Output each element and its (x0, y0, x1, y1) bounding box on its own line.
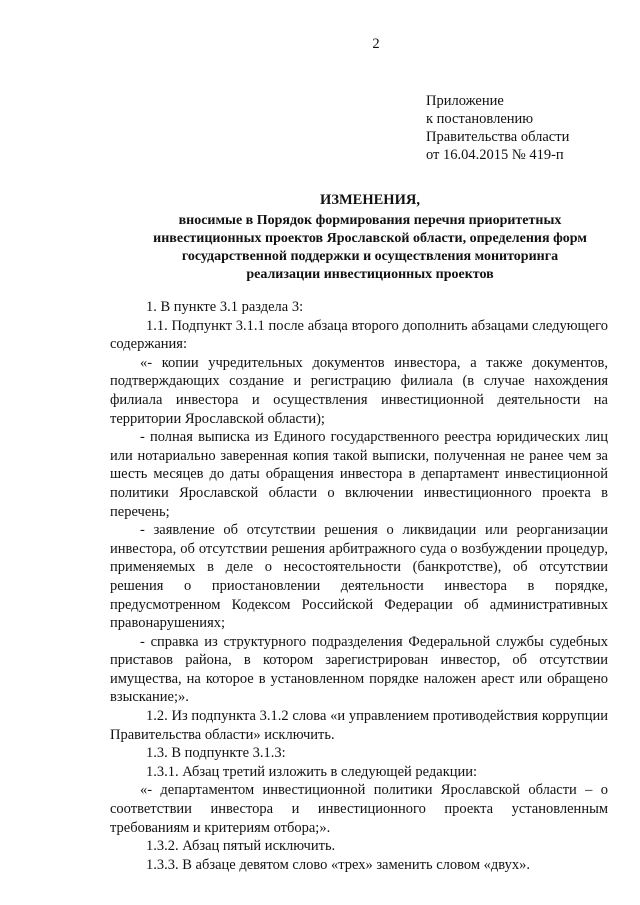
paragraph: - справка из структурного подразделения Федеральной службы судебных приставов района, в котором зарегистрирован инвестор, об отсутствии имущества, на которое в установленном порядке наложен арест или обращено взыскание;». (110, 633, 608, 706)
title-heading: ИЗМЕНЕНИЯ, (320, 192, 420, 208)
title-line: реализации инвестиционных проектов (246, 267, 494, 282)
appendix-line: к постановлению (426, 111, 534, 127)
paragraph: 1.3. В подпункте 3.1.3: (146, 745, 286, 762)
document-body (110, 298, 608, 874)
page-number: 2 (372, 36, 380, 52)
title-line: государственной поддержки и осуществления мониторинга (181, 249, 559, 264)
paragraph: «- копии учредительных документов инвестора, а также документов, подтверждающих создание и регистрацию филиала (в случае нахождения филиала инвестора и осуществления инвестиционной деятельности на территории Ярославской области); (110, 354, 608, 427)
title-line: инвестиционных проектов Ярославской области, определения форм (153, 231, 587, 246)
paragraph: «- департаментом инвестиционной политики Ярославской области – о соответствии инвестора и инвестиционного проекта установленным требованиям и критериям отбора;». (110, 782, 608, 836)
appendix-block (426, 92, 626, 164)
appendix-line: Правительства области (426, 129, 570, 145)
paragraph: 1.3.1. Абзац третий изложить в следующей редакции: (146, 763, 478, 780)
paragraph: - заявление об отсутствии решения о ликвидации или реорганизации инвестора, об отсутствии решения арбитражного суда о возбуждении процедур, применяемых в деле о несостоятельности (банкротстве), об отсутствии решения о приостановлении деятельности инвестора в порядке, предусмотренном Кодексом Российской Федерации об административных правонарушениях; (110, 522, 608, 632)
paragraph: 1. В пункте 3.1 раздела 3: (146, 299, 304, 315)
paragraph: 1.3.3. В абзаце девятом слово «трех» заменить словом «двух». (146, 856, 530, 873)
paragraph: 1.3.2. Абзац пятый исключить. (146, 838, 336, 855)
paragraph: 1.1. Подпункт 3.1.1 после абзаца второго дополнить абзацами следующего содержания: (110, 317, 608, 353)
appendix-line: от 16.04.2015 № 419-п (426, 147, 564, 163)
paragraph: - полная выписка из Единого государственного реестра юридических лиц или нотариально заверенная копия такой выписки, полученная не ранее чем за шесть месяцев до даты обращения инвестора в департамент инвестиционной политики Ярославской области о включении инвестиционного проекта в перечень; (110, 429, 608, 520)
appendix-line: Приложение (426, 93, 504, 109)
document-title (105, 191, 635, 284)
title-line: вносимые в Порядок формирования перечня приоритетных (178, 213, 562, 228)
paragraph: 1.2. Из подпункта 3.1.2 слова «и управлением противодействия коррупции Правительства области» исключить. (110, 708, 608, 743)
